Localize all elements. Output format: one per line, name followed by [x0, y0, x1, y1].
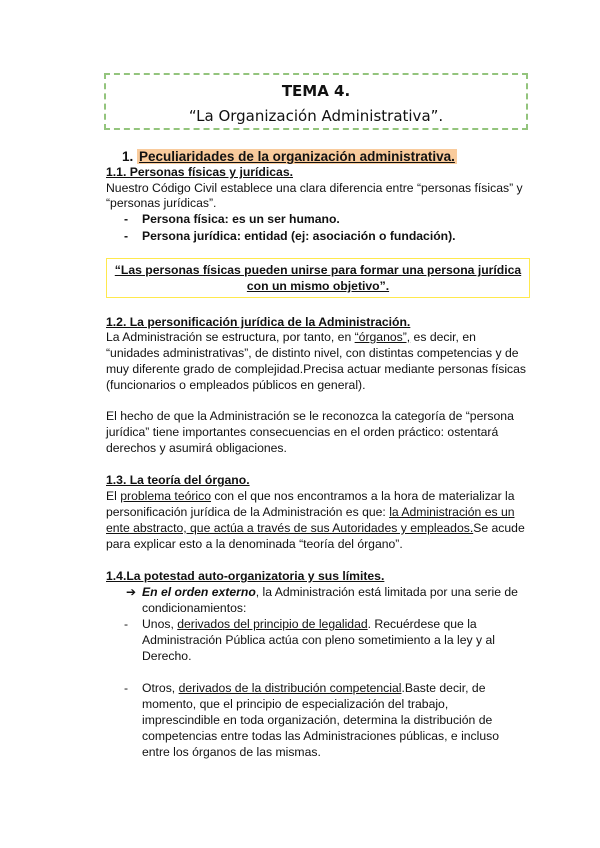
paragraph-line: “personas jurídicas”. — [106, 196, 217, 210]
subheading-1-1: 1.1. Personas físicas y jurídicas. — [106, 165, 293, 179]
text-span: , la Administración está limitada por una serie de — [255, 585, 518, 599]
organos-term: “órganos”, — [354, 330, 411, 344]
paragraph-line — [106, 521, 525, 537]
list-item-persona-fisica: Persona física: es un ser humano. — [142, 212, 340, 226]
text-span: Unos, — [142, 617, 178, 631]
paragraph-line: El hecho de que la Administración se le reconozca la categoría de “persona — [106, 409, 514, 423]
paragraph-line — [106, 505, 515, 521]
paragraph-line: derechos y asumirá obligaciones. — [106, 441, 287, 455]
list-item-distribucion — [142, 681, 485, 697]
dash-bullet: - — [124, 681, 129, 695]
text-span: . Recuérdese que la — [367, 617, 477, 631]
section-1-heading — [122, 148, 457, 166]
subheading-1-2: 1.2. La personificación jurídica de la Administración. — [106, 315, 411, 329]
paragraph-line: imprescindible en toda organización, determina la distribución de — [142, 713, 493, 727]
paragraph-line — [106, 489, 515, 505]
text-span: es decir, en — [410, 330, 476, 344]
list-item-persona-juridica: Persona jurídica: entidad (ej: asociación o fundación). — [142, 229, 456, 243]
text-span: .Baste decir, de — [401, 681, 486, 695]
dash-bullet: - — [124, 617, 129, 631]
paragraph-line: momento, que el principio de especialización del trabajo, — [142, 697, 449, 711]
distribucion-competencial-term: derivados de la distribución competencial — [178, 681, 402, 695]
paragraph-line: para explicar esto a la denominada “teoría del órgano”. — [106, 537, 403, 551]
orden-externo-term: En el orden externo — [142, 585, 256, 599]
paragraph-line: Derecho. — [142, 649, 192, 663]
arrow-icon: ➔ — [126, 585, 137, 599]
paragraph-line: Administración Pública actúa con pleno sometimiento a la ley y al — [142, 633, 495, 647]
title-line-2: “La Organización Administrativa”. — [188, 107, 444, 125]
problema-teorico-term: problema teórico — [120, 489, 212, 503]
quote-box — [106, 258, 530, 298]
paragraph-line: (funcionarios o empleados públicos en general). — [106, 378, 366, 392]
text-span: El — [106, 489, 121, 503]
title-line-1: TEMA 4. — [281, 82, 351, 100]
underlined-text: la Administración es un — [389, 505, 515, 519]
dash-bullet: - — [124, 229, 129, 243]
paragraph-line — [106, 330, 476, 346]
subheading-1-4: 1.4.La potestad auto-organizatoria y sus límites. — [106, 569, 385, 583]
section-1-number: 1. — [122, 149, 134, 164]
quote-line-1: “Las personas físicas pueden unirse para formar una persona jurídica — [114, 263, 522, 277]
subheading-1-3: 1.3. La teoría del órgano. — [106, 473, 250, 487]
text-span: con el que nos encontramos a la hora de materializar la — [211, 489, 515, 503]
title-box — [104, 73, 528, 130]
section-1-title: Peculiaridades de la organización administrativa. — [139, 149, 455, 164]
paragraph-line: muy diferente grado de complejidad.Precisa actuar mediante personas físicas — [106, 362, 527, 376]
text-span: La Administración se estructura, por tanto, en — [106, 330, 355, 344]
text-span: Se acude — [473, 521, 525, 535]
text-span: Otros, — [142, 681, 179, 695]
paragraph-line: condicionamientos: — [142, 601, 247, 615]
underlined-text: ente abstracto, que actúa a través de sus Autoridades y empleados. — [106, 521, 474, 535]
principio-legalidad-term: derivados del principio de legalidad — [177, 617, 368, 631]
quote-line-2: con un mismo objetivo”. — [246, 278, 390, 293]
paragraph-line: “unidades administrativas”, de distinto nivel, con distintas competencias y de — [106, 346, 519, 360]
paragraph-line: Nuestro Código Civil establece una clara diferencia entre “personas físicas” y — [106, 181, 523, 195]
paragraph-line: competencias entre todas las Administraciones públicas, e incluso — [142, 729, 500, 743]
dash-bullet: - — [124, 212, 129, 226]
list-item-orden-externo — [142, 585, 518, 601]
text-span: personificación jurídica de la Administración es que: — [106, 505, 390, 519]
list-item-legalidad — [142, 617, 477, 633]
paragraph-line: entre los órganos de las mismas. — [142, 745, 321, 759]
paragraph-line: jurídica” tiene importantes consecuencias en el orden práctico: ostentará — [106, 425, 499, 439]
